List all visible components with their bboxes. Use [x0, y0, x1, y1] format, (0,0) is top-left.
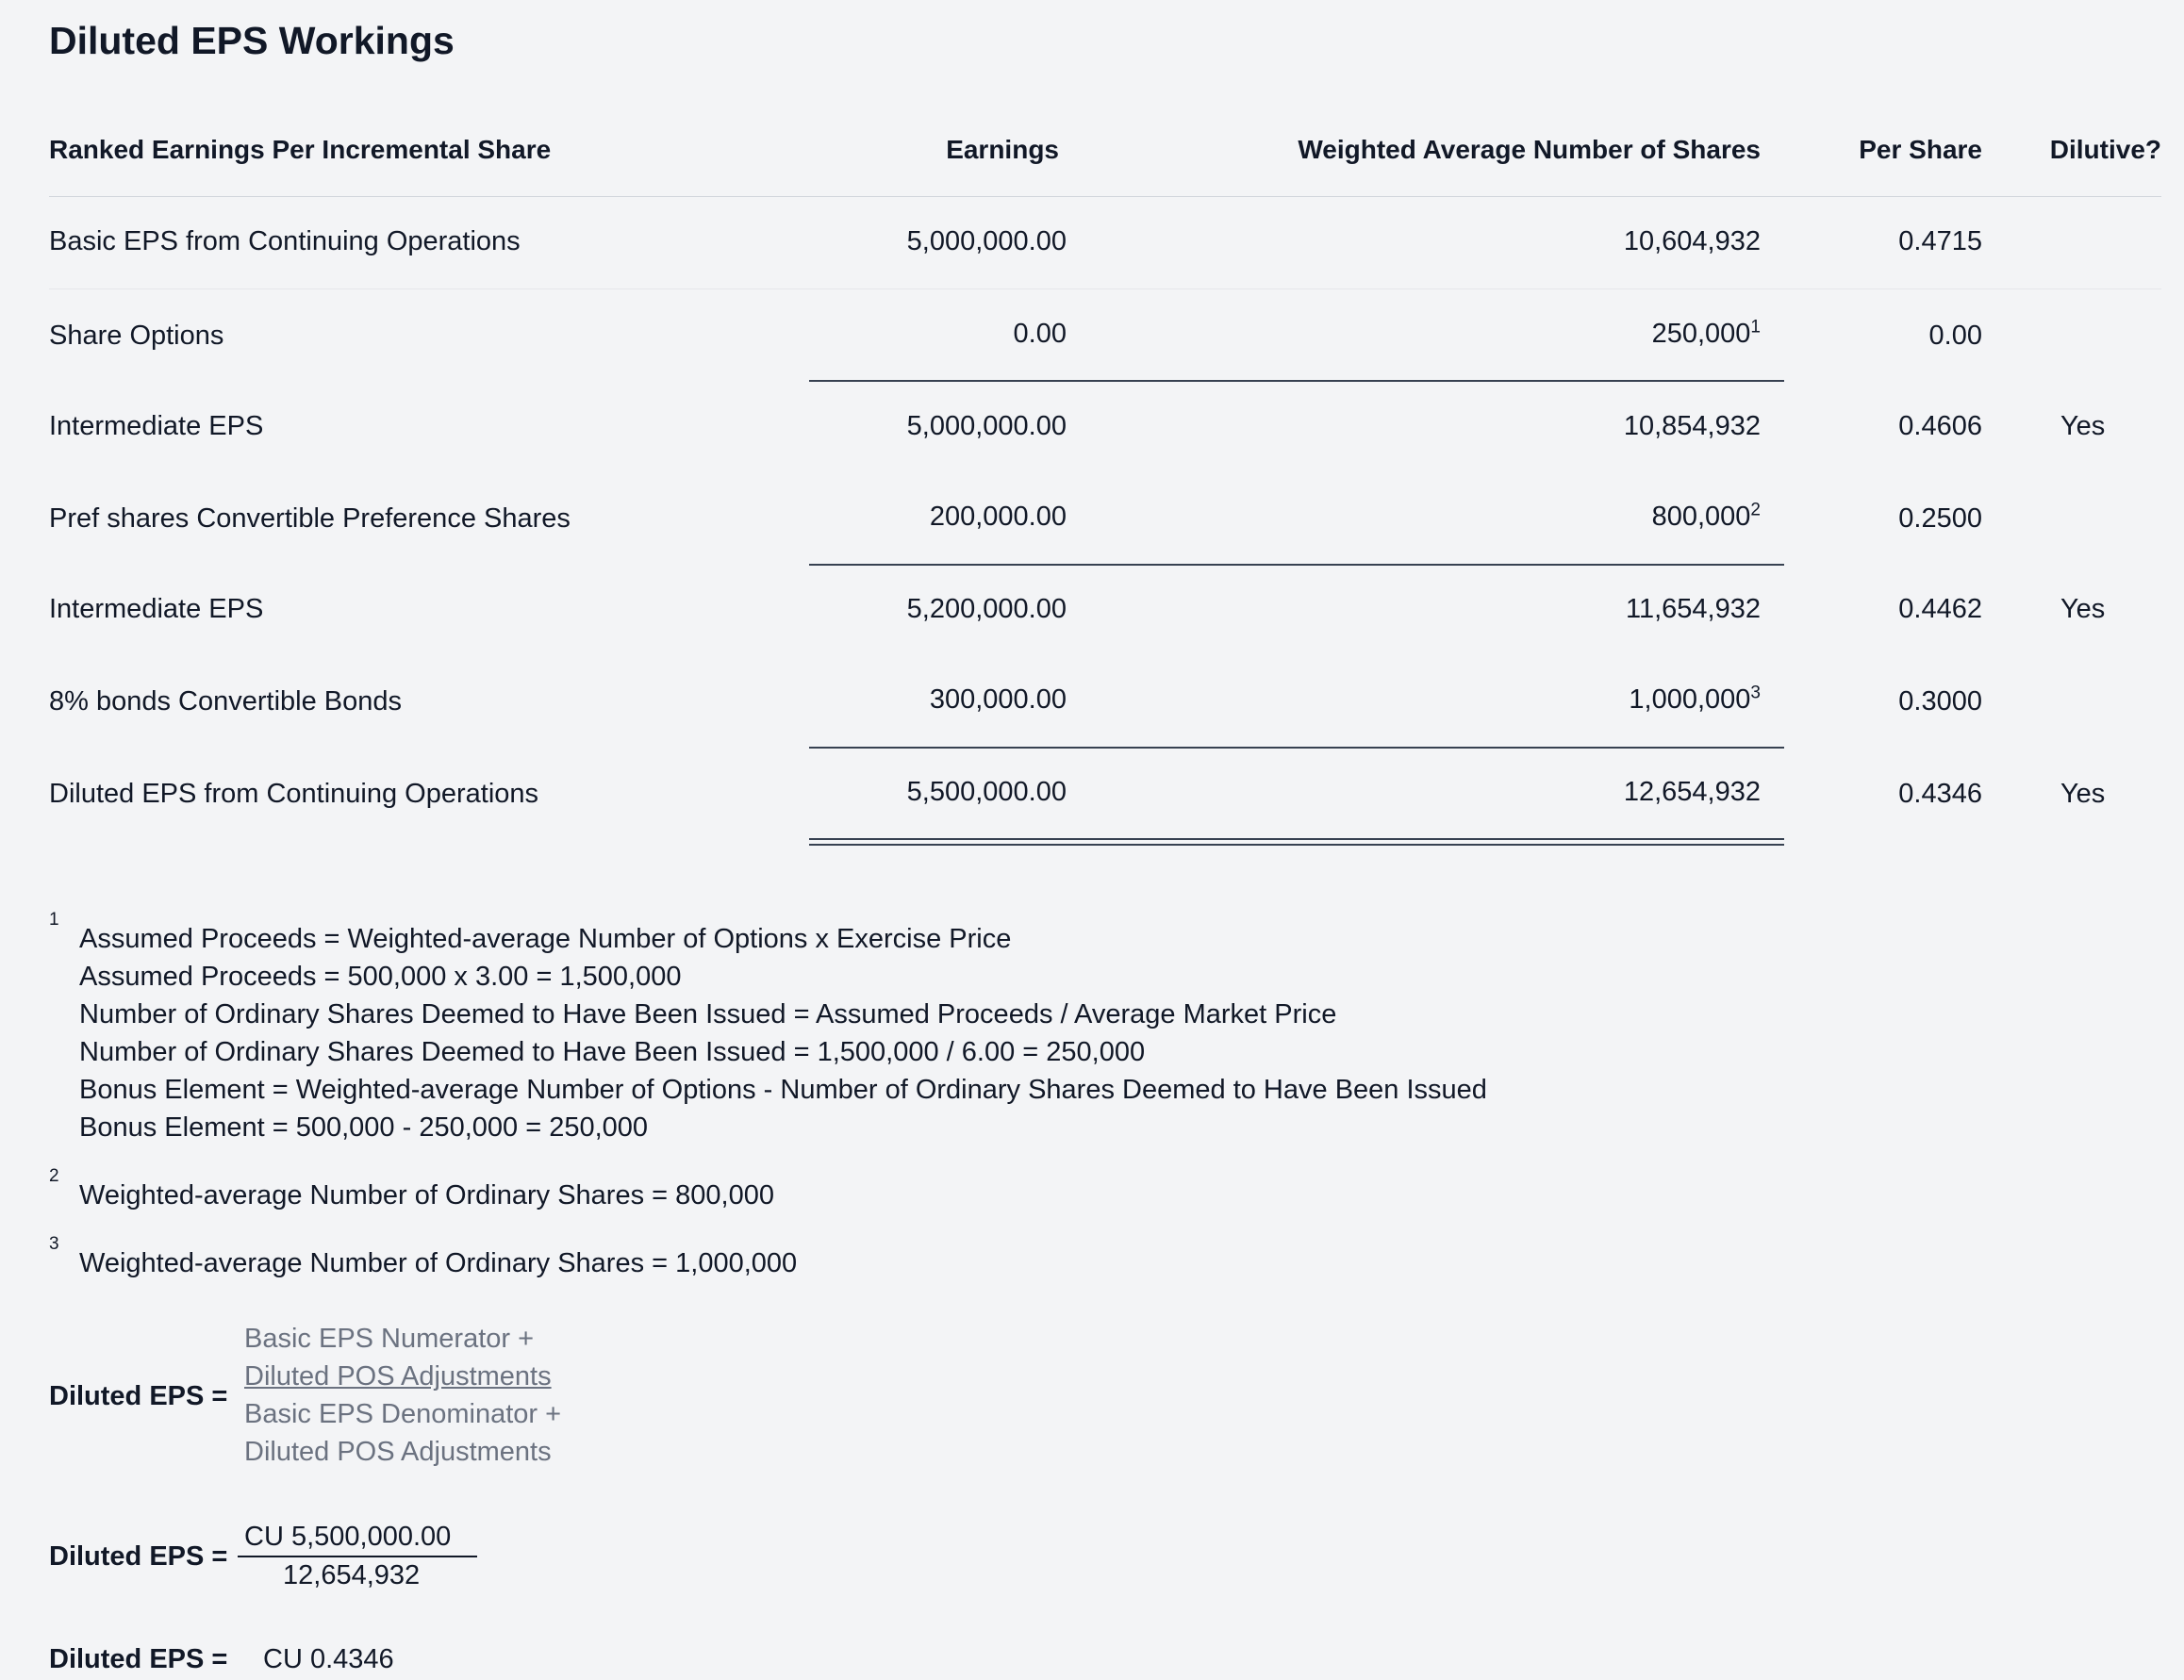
result-value: CU 0.4346	[263, 1644, 394, 1674]
footnote-line: Number of Ordinary Shares Deemed to Have Been Issued = Assumed Proceeds / Average Market Price	[79, 999, 1337, 1029]
row-earnings: 0.00	[1013, 319, 1067, 349]
row-shares: 1,000,000$^3$	[1629, 683, 1761, 715]
formula-denominator-2: Diluted POS Adjustments	[244, 1437, 552, 1467]
page-title: Diluted EPS Workings	[49, 19, 455, 62]
row-label: Pref shares Convertible Preference Shares	[49, 503, 571, 534]
header-dilutive: Dilutive?	[2049, 135, 2161, 164]
row-label: Share Options	[49, 321, 224, 351]
footnote-line: Weighted-average Number of Ordinary Shares = 1,000,000	[79, 1248, 798, 1278]
header-shares: Weighted Average Number of Shares	[1298, 135, 1761, 164]
row-shares: 12,654,932	[1623, 777, 1761, 807]
footnote-ref: 1	[1750, 317, 1761, 338]
row-shares: 800,000$^2$	[1651, 500, 1761, 532]
footnote-number: 1	[49, 910, 59, 930]
footnote-number: 3	[49, 1234, 59, 1254]
row-label: 8% bonds Convertible Bonds	[49, 686, 403, 716]
header-per-share: Per Share	[1859, 135, 1982, 164]
row-divider	[49, 288, 2161, 289]
footnote-number: 2	[49, 1166, 59, 1186]
header-divider	[49, 196, 2161, 197]
row-per-share: 0.4715	[1898, 226, 1982, 256]
footnote-ref: 3	[1750, 683, 1761, 703]
fraction-line	[238, 1556, 477, 1557]
row-per-share: 0.4462	[1898, 594, 1982, 624]
row-earnings: 5,000,000.00	[906, 226, 1067, 256]
total-double-rule	[809, 838, 1784, 846]
result-label: Diluted EPS =	[49, 1644, 228, 1674]
row-label: Basic EPS from Continuing Operations	[49, 226, 521, 256]
row-shares: 10,854,932	[1623, 411, 1761, 441]
row-per-share: 0.2500	[1898, 503, 1982, 534]
formula-label: Diluted EPS =	[49, 1381, 228, 1411]
footnote-line: Assumed Proceeds = 500,000 x 3.00 = 1,500,000	[79, 962, 682, 992]
calc-numerator: CU 5,500,000.00	[244, 1522, 452, 1552]
footnote-line: Number of Ordinary Shares Deemed to Have Been Issued = 1,500,000 / 6.00 = 250,000	[79, 1037, 1146, 1067]
formula-denominator-1: Basic EPS Denominator +	[244, 1399, 562, 1429]
header-ranked-earnings: Ranked Earnings Per Incremental Share	[49, 135, 552, 164]
calc-denominator: 12,654,932	[283, 1560, 421, 1590]
footnote-ref: 2	[1750, 500, 1761, 520]
row-earnings: 200,000.00	[929, 502, 1067, 532]
formula-numerator-1: Basic EPS Numerator +	[244, 1324, 535, 1354]
formula-numerator-2: Diluted POS Adjustments	[244, 1361, 552, 1392]
row-earnings: 5,200,000.00	[906, 594, 1067, 624]
row-earnings: 5,000,000.00	[906, 411, 1067, 441]
row-earnings: 300,000.00	[929, 684, 1067, 715]
row-shares: 11,654,932	[1626, 594, 1761, 624]
row-shares: 250,000$^1$	[1651, 317, 1761, 349]
row-earnings: 5,500,000.00	[906, 777, 1067, 807]
header-earnings: Earnings	[946, 135, 1059, 164]
row-per-share: 0.00	[1928, 321, 1982, 351]
subtotal-rule	[809, 564, 1784, 566]
calc-label: Diluted EPS =	[49, 1541, 228, 1572]
row-dilutive: Yes	[2060, 594, 2106, 624]
row-per-share: 0.3000	[1898, 686, 1982, 716]
row-per-share: 0.4346	[1898, 779, 1982, 809]
row-label: Diluted EPS from Continuing Operations	[49, 779, 539, 809]
row-label: Intermediate EPS	[49, 411, 264, 441]
subtotal-rule	[809, 380, 1784, 382]
footnote-line: Assumed Proceeds = Weighted-average Number of Options x Exercise Price	[79, 924, 1012, 954]
row-label: Intermediate EPS	[49, 594, 264, 624]
subtotal-rule	[809, 747, 1784, 749]
row-per-share: 0.4606	[1898, 411, 1982, 441]
footnote-line: Bonus Element = 500,000 - 250,000 = 250,000	[79, 1112, 649, 1143]
row-dilutive: Yes	[2060, 411, 2106, 441]
footnote-line: Bonus Element = Weighted-average Number of Options - Number of Ordinary Shares Deemed to Have Been Issued	[79, 1075, 1487, 1105]
row-dilutive: Yes	[2060, 779, 2106, 809]
row-shares: 10,604,932	[1623, 226, 1761, 256]
footnote-line: Weighted-average Number of Ordinary Shares = 800,000	[79, 1180, 774, 1211]
